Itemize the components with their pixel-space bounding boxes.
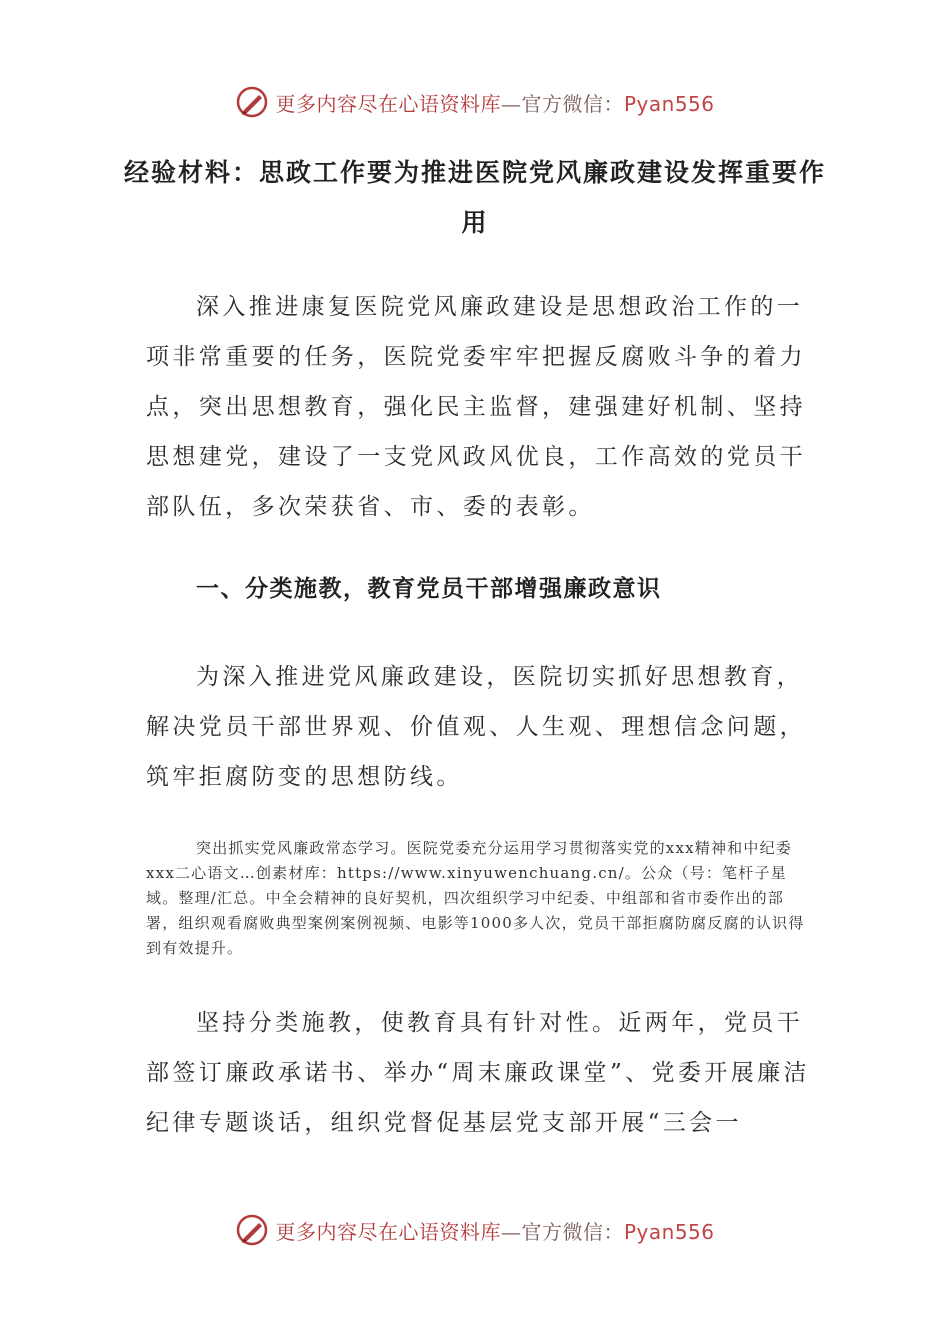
banner-main-text: 更多内容尽在心语资料库 — [275, 1219, 501, 1244]
paragraph-small-note: 突出抓实党风廉政常态学习。医院党委充分运用学习贯彻落实党的xxx精神和中纪委xxx二心语文…创素材库：https://www.xinyuwenchuang.cn/。公众（号：笔杆子星域。整理/汇总。中全会精神的良好契机，四次组织学习中纪委、中组部和省市委作出的部署，组织观看腐败典型案例案例视频、电影等1000多人次，党员干部拒腐防腐反腐的认识得到有效提升。 — [146, 839, 805, 957]
banner-suffix-text: 官方微信： — [521, 91, 624, 116]
header-banner — [0, 82, 950, 122]
document-title: 经验材料：思政工作要为推进医院党风廉政建设发挥重要作用 — [123, 158, 826, 237]
banner-separator: — — [500, 91, 522, 116]
banner-wechat-id: Pyan556 — [623, 91, 715, 116]
banner-text — [275, 1216, 714, 1245]
banner-text — [275, 88, 714, 117]
footer-banner — [0, 1210, 950, 1250]
paragraph-section1: 为深入推进党风廉政建设，医院切实抓好思想教育，解决党员干部世界观、价值观、人生观、理想信念问题，筑牢拒腐防变的思想防线。 — [146, 664, 806, 790]
banner-wechat-id: Pyan556 — [623, 1219, 715, 1244]
pen-logo-icon — [235, 1213, 269, 1247]
banner-separator: — — [500, 1219, 522, 1244]
paragraph-intro: 深入推进康复医院党风廉政建设是思想政治工作的一项非常重要的任务，医院党委牢牢把握反腐败斗争的着力点，突出思想教育，强化民主监督，建强建好机制、坚持思想建党，建设了一支党风政风优良，工作高效的党员干部队伍，多次荣获省、市、委的表彰。 — [146, 294, 806, 520]
banner-suffix-text: 官方微信： — [521, 1219, 624, 1244]
paragraph-section1-cont: 坚持分类施教，使教育具有针对性。近两年，党员干部签订廉政承诺书、举办“周末廉政课堂”、党委开展廉洁纪律专题谈话，组织党督促基层党支部开展“三会一 — [146, 1010, 810, 1136]
pen-logo-icon — [235, 85, 269, 119]
section-heading-1: 一、分类施教，教育党员干部增强廉政意识 — [196, 575, 662, 602]
banner-main-text: 更多内容尽在心语资料库 — [275, 91, 501, 116]
